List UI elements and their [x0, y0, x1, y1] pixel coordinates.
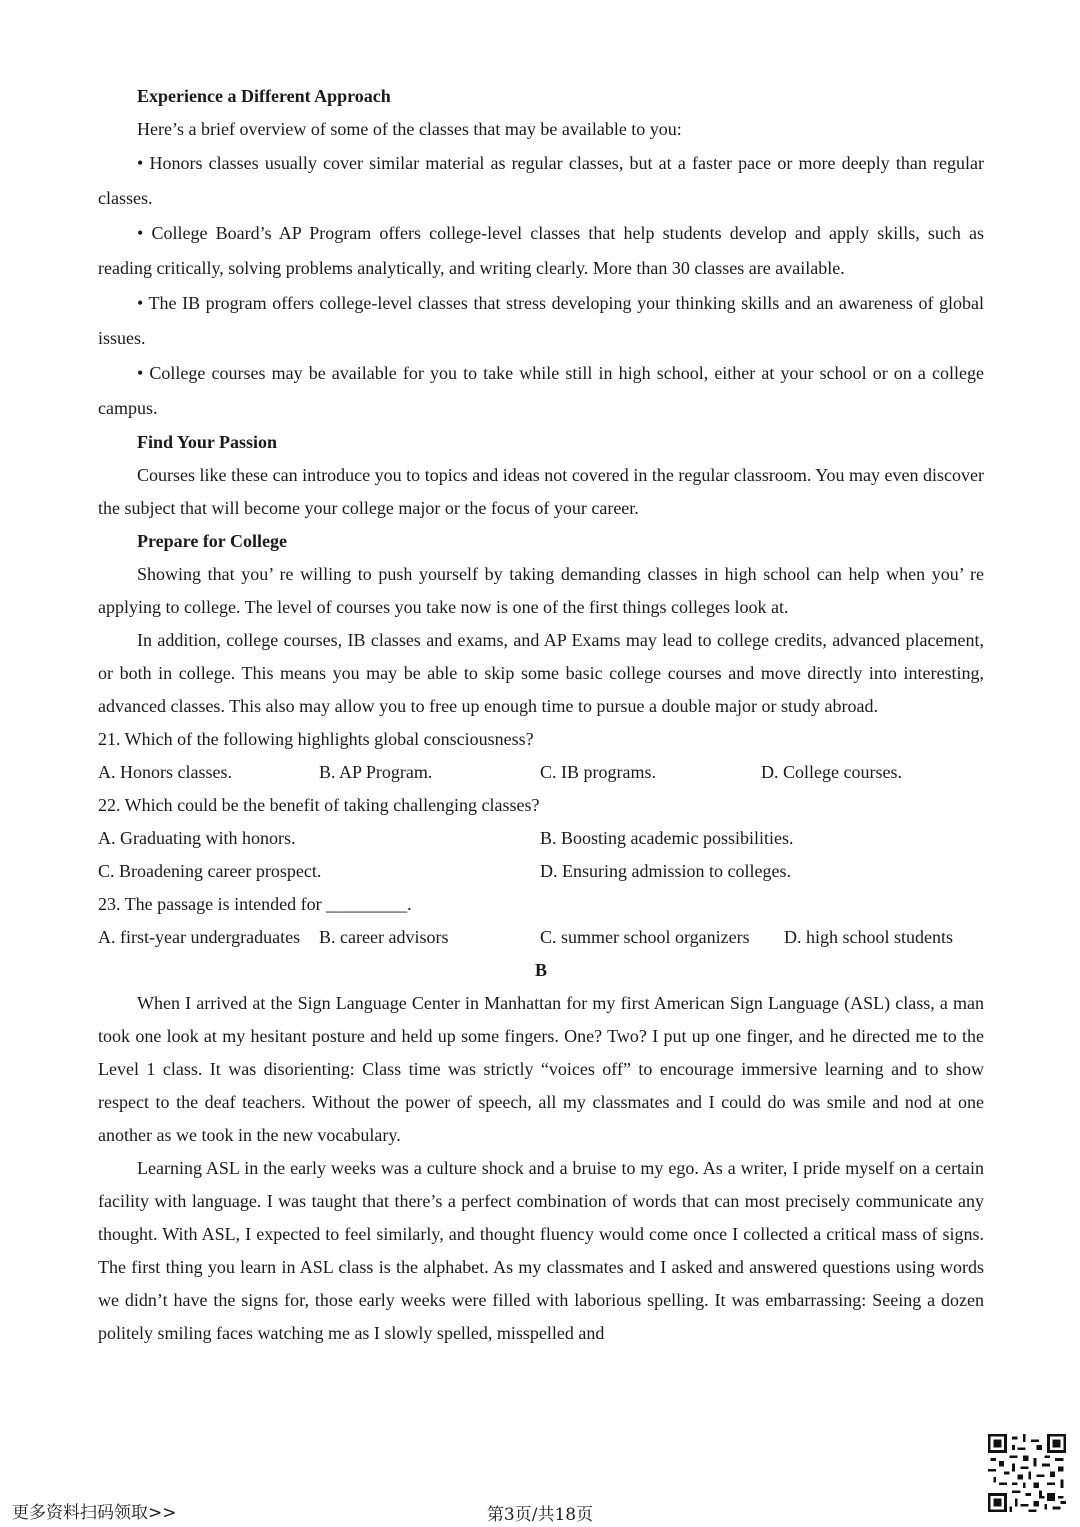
body-paragraph: Showing that you’ re willing to push yourself by taking demanding classes in high school can help when you’ re applying to college. The level of courses you take now is one of the first things colleges look at.	[98, 564, 984, 617]
answer-option: B. career advisors	[319, 927, 449, 947]
answer-option: D. high school students	[784, 927, 953, 947]
answer-option: A. Honors classes.	[98, 762, 232, 782]
section-heading: Experience a Different Approach	[137, 86, 391, 106]
bullet-item: • College Board’s AP Program offers college-level classes that help students develop and apply skills, such as reading critically, solving problems analytically, and writing clearly. More than 30 classes are available.	[98, 223, 984, 278]
document-page	[98, 80, 984, 1350]
answer-option: A. Graduating with honors.	[98, 828, 296, 848]
page-number: 第3页/共18页	[486, 1505, 594, 1525]
intro-paragraph: Here’s a brief overview of some of the classes that may be available to you:	[137, 119, 682, 139]
body-paragraph: Courses like these can introduce you to topics and ideas not covered in the regular classroom. You may even discover the subject that will become your college major or the focus of your career.	[98, 465, 984, 518]
section-heading: Prepare for College	[137, 531, 287, 551]
answer-option: B. AP Program.	[319, 762, 433, 782]
question-stem: 21. Which of the following highlights global consciousness?	[98, 729, 534, 749]
answer-options	[98, 855, 984, 888]
answer-option: D. Ensuring admission to colleges.	[540, 861, 791, 881]
question-stem: 23. The passage is intended for _________.	[98, 894, 412, 914]
question-stem: 22. Which could be the benefit of taking challenging classes?	[98, 795, 540, 815]
answer-option: C. Broadening career prospect.	[98, 861, 322, 881]
answer-option: C. summer school organizers	[540, 927, 750, 947]
answer-option: A. first-year undergraduates	[98, 927, 301, 947]
section-label: B	[534, 960, 547, 980]
footer-promo-text: 更多资料扫码领取>>	[12, 1503, 177, 1523]
qr-code-icon	[988, 1434, 1066, 1512]
body-paragraph: When I arrived at the Sign Language Center in Manhattan for my first American Sign Language (ASL) class, a man took one look at my hesitant posture and held up some fingers. One? Two? I put up one finger, and he directed me to the Level 1 class. It was disorienting: Class time was strictly “voices off” to encourage immersive learning and to show respect to the deaf teachers. Without the power of speech, all my classmates and I could do was smile and nod at one another as we took in the new vocabulary.	[98, 993, 984, 1145]
answer-options	[98, 756, 984, 789]
answer-options	[98, 822, 984, 855]
answer-option: C. IB programs.	[540, 762, 656, 782]
section-heading: Find Your Passion	[137, 432, 278, 452]
bullet-item: • College courses may be available for you to take while still in high school, either at your school or on a college campus.	[98, 363, 984, 418]
answer-option: B. Boosting academic possibilities.	[540, 828, 794, 848]
answer-option: D. College courses.	[761, 762, 902, 782]
bullet-item: • Honors classes usually cover similar material as regular classes, but at a faster pace or more deeply than regular classes.	[98, 153, 984, 208]
answer-options	[98, 921, 984, 954]
bullet-item: • The IB program offers college-level classes that stress developing your thinking skills and an awareness of global issues.	[98, 293, 984, 348]
body-paragraph: Learning ASL in the early weeks was a culture shock and a bruise to my ego. As a writer, I pride myself on a certain facility with language. I was taught that there’s a perfect combination of words that can most precisely communicate any thought. With ASL, I expected to feel similarly, and thought fluency would come once I collected a critical mass of signs. The first thing you learn in ASL class is the alphabet. As my classmates and I asked and answered questions using words we didn’t have the signs for, those early weeks were filled with laborious spelling. It was embarrassing: Seeing a dozen politely smiling faces watching me as I slowly spelled, misspelled and	[98, 1158, 984, 1343]
body-paragraph: In addition, college courses, IB classes and exams, and AP Exams may lead to college credits, advanced placement, or both in college. This means you may be able to skip some basic college courses and move directly into interesting, advanced classes. This also may allow you to free up enough time to pursue a double major or study abroad.	[98, 630, 984, 716]
